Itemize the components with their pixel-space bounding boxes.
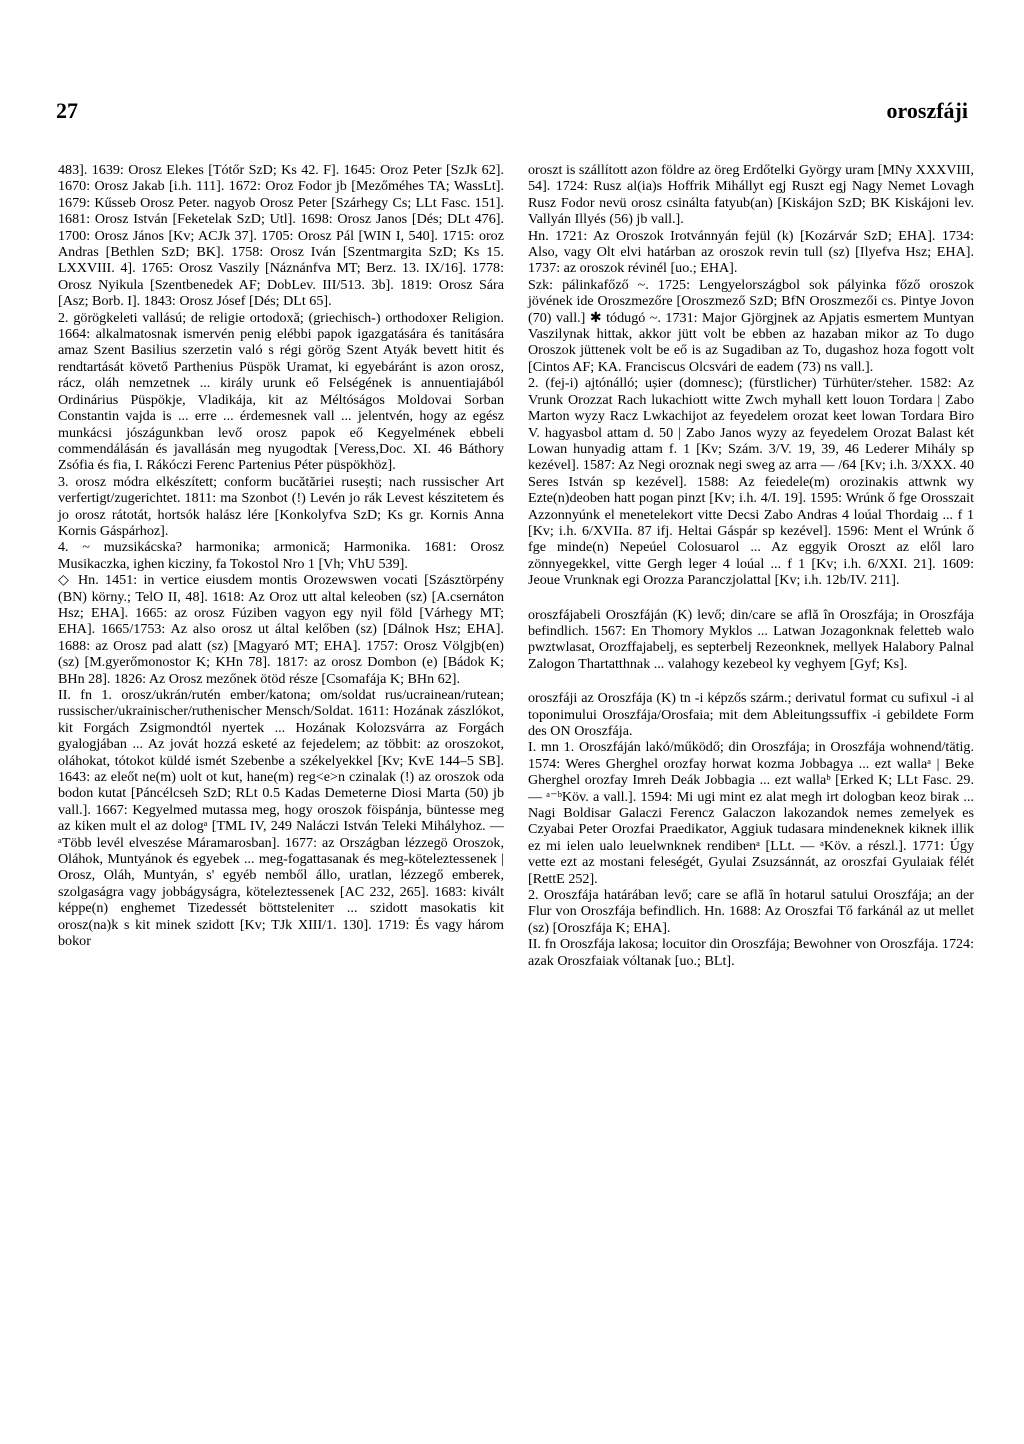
right-column — [528, 162, 974, 969]
entry-paragraph: oroszt is szállított azon földre az öreg Erdőtelki György uram [MNy XXXVIII, 54]. 1724: Rusz al(ia)s Hoffrik Mihállyt egj Ruszt egj Nagy Nemet Lovagh Rusz Fodor nevü orosz csinálta fatyub(an) [Kiskájon SzD; BK Kiskájoni lev. Vallyán Illyés (56) jb vall.]. — [528, 162, 974, 228]
headword-entry-oroszfajabeli: oroszfájabeli Oroszfáján (K) levő; din/care se află în Oroszfája; in Oroszfája befindlich. 1567: En Thomory Myklos ... Latwan Jozagonknak feletteb walo pwztwlasat, Orozffajabelj, es septerbelj Rezeonknek, mellyek Halabory Palnal Zalogon Thartatthnak ... valahogy kezebeol ky veghyem [Gyf; Ks]. — [528, 606, 974, 672]
entry-paragraph: 3. orosz módra elkészített; conform bucătăriei rusești; nach russischer Art verfertigt/zugerichtet. 1811: ma Szonbot (!) Levén jo rák Levest készitetem és jo orosz rátotát, hortsók halász lére [Konkolyfva SzD; Ks gr. Kornis Anna Kornis Gáspárhoz]. — [58, 473, 504, 539]
entry-paragraph: I. mn 1. Oroszfáján lakó/működő; din Oroszfája; in Oroszfája wohnend/tätig. 1574: Weres Gherghel orozfay horwat kozma Jobbagya ... ezt wallaᵃ | Beke Gherghel orozfay Imreh Deák Jobbagia ... ezt wallaᵇ [Erked K; LLt Fasc. 29. — ᵃ⁻ᵇKöv. a vall.]. 1594: Mi ugi mint ez alat megh irt dologban keoz birak ... Nagi Boldisar Galaczi Ferencz Galaczon lakozandok nemes zemelyek es Czyabai Peter Orozfai Praedikator, Aggiuk tudasara mindeneknek kiknek illik ez mi ielen ualo leuelwnknek rendibenᵃ [LLt. — ᵃKöv. a részl.]. 1771: Úgy vette ezt az mostani feleségét, Gyulai Zsuzsánnát, az oroszfai Gyulaiak félét [RettE 252]. — [528, 739, 974, 887]
left-column — [58, 162, 504, 950]
entry-paragraph: 2. Oroszfája határában levő; care se află în hotarul satului Oroszfája; an der Flur von Oroszfája befindlich. Hn. 1688: Az Oroszfai Tő farkánál az ut mellet (sz) [Oroszfája K; EHA]. — [528, 887, 974, 936]
headword-entry-oroszfaji: oroszfáji az Oroszfája (K) tn -i képzős szárm.; derivatul format cu sufixul -i al toponimului Oroszfája/Orosfaia; mit dem Ableitungssuffix -i gebildete Form des ON Oroszfája. — [528, 690, 974, 739]
entry-paragraph: Hn. 1721: Az Oroszok Irotvánnyán fejül (k) [Kozárvár SzD; EHA]. 1734: Also, vagy Olt elvi határban az oroszok revin tull (sz) [Ilyefva Hsz; EHA]. 1737: az oroszok révinél [uo.; EHA]. — [528, 227, 974, 277]
entry-paragraph: ◇ Hn. 1451: in vertice eiusdem montis Orozewswen vocati [Szásztörpény (BN) körny.; TelO II, 48]. 1618: Az Oroz utt altal keleoben (sz) [A.csernáton Hsz; EHA]. 1665: az orosz Fúziben vagyon egy nyil föld [Várhegy MT; EHA]. 1665/1753: Az also orosz ut által kelőben (sz) [Dálnok Hsz; EHA]. 1688: az Orosz pad alatt (sz) [Magyaró MT; EHA]. 1757: Orosz Völgjb(en) (sz) [M.gyerőmonostor K; KHn 78]. 1817: az orosz Dombon (e) [Bádok K; BHn 28]. 1826: Az Orosz mezőnek ötöd része [Csomafája K; BHn 62]. — [58, 572, 504, 687]
page-number: 27 — [56, 98, 78, 123]
entry-paragraph: II. fn 1. orosz/ukrán/rutén ember/katona; om/soldat rus/ucrainean/rutean; russischer/ukrainischer/ruthenischer Mensch/Soldat. 1611: Hozának zászlókot, kit Forgách Zsigmondtól nyertek ... Hozának Kolozsvárra az Forgách gyalogjában ... Az jovát hozzá esketé az fejedelem; az többit: az oroszokot, oláhokat, tótokot küldé ismét Szebenbe a székelyekkel [Kv; KvE 144–5 SB]. 1643: az eleőt ne(m) uolt ot kut, hane(m) reg<e>n czinalak (!) az oroszok oda bodon kutat [Páncélcseh SzD; RLt 0.5 Kadas Demeterne Diosi Marta (50) jb vall.]. 1667: Kegyelmed mutassa meg, hogy oroszok föispánja, büntesse meg az kiken mult el az dologᵃ [TML IV, 249 Naláczi István Teleki Mihályhoz. — ᵃTöbb levél elveszése Máramarosban]. 1677: az Országban lézzegö Oroszok, Oláhok, Muntyánok és egyebek ... meg-fogattasanak és meg-köteleztessenek | Orosz, Oláh, Muntyán, s' egyéb nemből állo, uratlan, lézzegő emberek, szolgaságra vagy jobbágyságra, köteleztessenek [AC 232, 265]. 1683: kivált képpe(n) enghemet Tizedessét böttsteleniteт ... szidott masokatis kit orosz(na)k s kit minek szidott [Kv; TJk XIII/1. 130]. 1719: És vagy három bokor — [58, 687, 504, 950]
entry-paragraph: II. fn Oroszfája lakosa; locuitor din Oroszfája; Bewohner von Oroszfája. 1724: azak Oroszfaiak vóltanak [uo.; BLt]. — [528, 936, 974, 969]
entry-paragraph: 2. (fej-i) ajtónálló; ușier (domnesc); (fürstlicher) Türhüter/steher. 1582: Az Vrunk Orozzat Rach lukachiott witte Zwch myhall kett louon Tordara | Zabo Marton wyzy Racz Lwkachijot az feyedelem orozat keet lowan Tordara Biro V. hagyasbol attam d. 50 | Zabo Janos wyzy az feyedelem Orozat Balast két Lowan hunyadig attam f. 1 [Kv; Szám. 3/V. 19, 39, 46 Lederer Mihály sp kezével]. 1587: Az Negi oroznak negi sweg az arra — /64 [Kv; i.h. 3/XXX. 40 Seres István sp kezével]. 1588: Az feiedele(m) orozinakis attwnk wy Ezte(n)deoben hatt pogan pinzt [Kv; i.h. 4/I. 19]. 1595: Wrúnk ő fge Orosszait Azzonnyúnk el menetelekort vitte Decsi Zabo Andras 4 loúal Thordaig ... f 1 [Kv; i.h. 6/XVIIa. 87 ifj. Heltai Gáspár sp kezével]. 1596: Ment el Wrúnk ő fge minde(n) Nepeúel Colosuarol ... Az eggyik Oroszt az elől laro zönnyegekkel, vitte Gergh leger 4 loúal ... f 1 [Kv; i.h. 6/XXI. 21]. 1609: Jeoue Vrunknak egi Orozza Paranczjolattal [Kv; i.h. 12b/IV. 211]. — [528, 375, 974, 589]
entry-paragraph: 4. ~ muzsikácska? harmonika; armonică; Harmonika. 1681: Orosz Musikaczka, ighen kicziny, fa Tokostol Nro 1 [Vh; VhU 539]. — [58, 539, 504, 572]
entry-paragraph: 2. görögkeleti vallású; de religie ortodoxă; (griechisch-) orthodoxer Religion. 1664: alkalmatosnak ismervén penig elébbi papok igazgatására és tanitására amaz Szent Basilius szerzetin való s régi görög Szent Atyák bevett hitit és rendtartását követő Parthenius Püspök Uramat, ki egyebáránt is azon orosz, rácz, oláh nemzetnek ... király urunk eő Felségének is annuentiajából Ordinárius Püspökje, Vladikája, kit az Méltóságos Moldovai Sorban Constantin vajda is ... erre ... érdemesnek vall ... jelentvén, hogy az egész munkácsi jószágunkban levő orosz papok eő Kegyelmének ebbeli commendálásán és javallásán meg nyugodtak [Veress,Doc. XI. 46 Báthory Zsófia és fia, I. Rákóczi Ferenc Partenius Péter püspökhöz]. — [58, 309, 504, 474]
running-head: oroszfáji — [886, 98, 968, 123]
entry-paragraph: 483]. 1639: Orosz Elekes [Tótőr SzD; Ks 42. F]. 1645: Oroz Peter [SzJk 62]. 1670: Orosz Jakab [i.h. 111]. 1672: Oroz Fodor jb [Mezőméhes TA; WassLt]. 1679: Kűsseb Orosz Peter. nagyob Orosz Peter [Szárhegy Cs; LLt Fasc. 151]. 1681: Orosz István [Feketelak SzD; Utl]. 1698: Orosz Janos [Dés; DLt 476]. 1700: Orosz János [Kv; ACJk 37]. 1705: Orosz Pál [WIN I, 540]. 1715: oroz Andras [Bethlen SzD; BK]. 1758: Orosz Iván [Szentmargita SzD; Ks 15. LXXVIII. 4]. 1765: Orosz Vaszily [Náznánfva MT; Berz. 13. IX/16]. 1778: Orosz Nyikula [Szentbenedek AF; DobLev. III/513. 3b]. 1819: Orosz Sára [Asz; Borb. I]. 1843: Orosz Jósef [Dés; DLt 65]. — [58, 162, 504, 310]
entry-paragraph: Szk: pálinkafőző ~. 1725: Lengyelországbol sok pályinka főző oroszok jövének ide Oroszmezőre [Oroszmező SzD; BfN Oroszmezői cs. Pintye Jovon (70) vall.] ✱ tódugó ~. 1731: Major Gjörgjnek az Apjatis esmertem Muntyan Vaszilynak hittak, akkor jütt volt be ebben az hazaban mikor az To dugo Oroszok jüttenek volt be eő is az Sugadiban az To, dugashoz hoza fogott volt [Cintos AF; KA. Franciscus Olcsvári de eadem (73) ns vall.]. — [528, 276, 974, 375]
